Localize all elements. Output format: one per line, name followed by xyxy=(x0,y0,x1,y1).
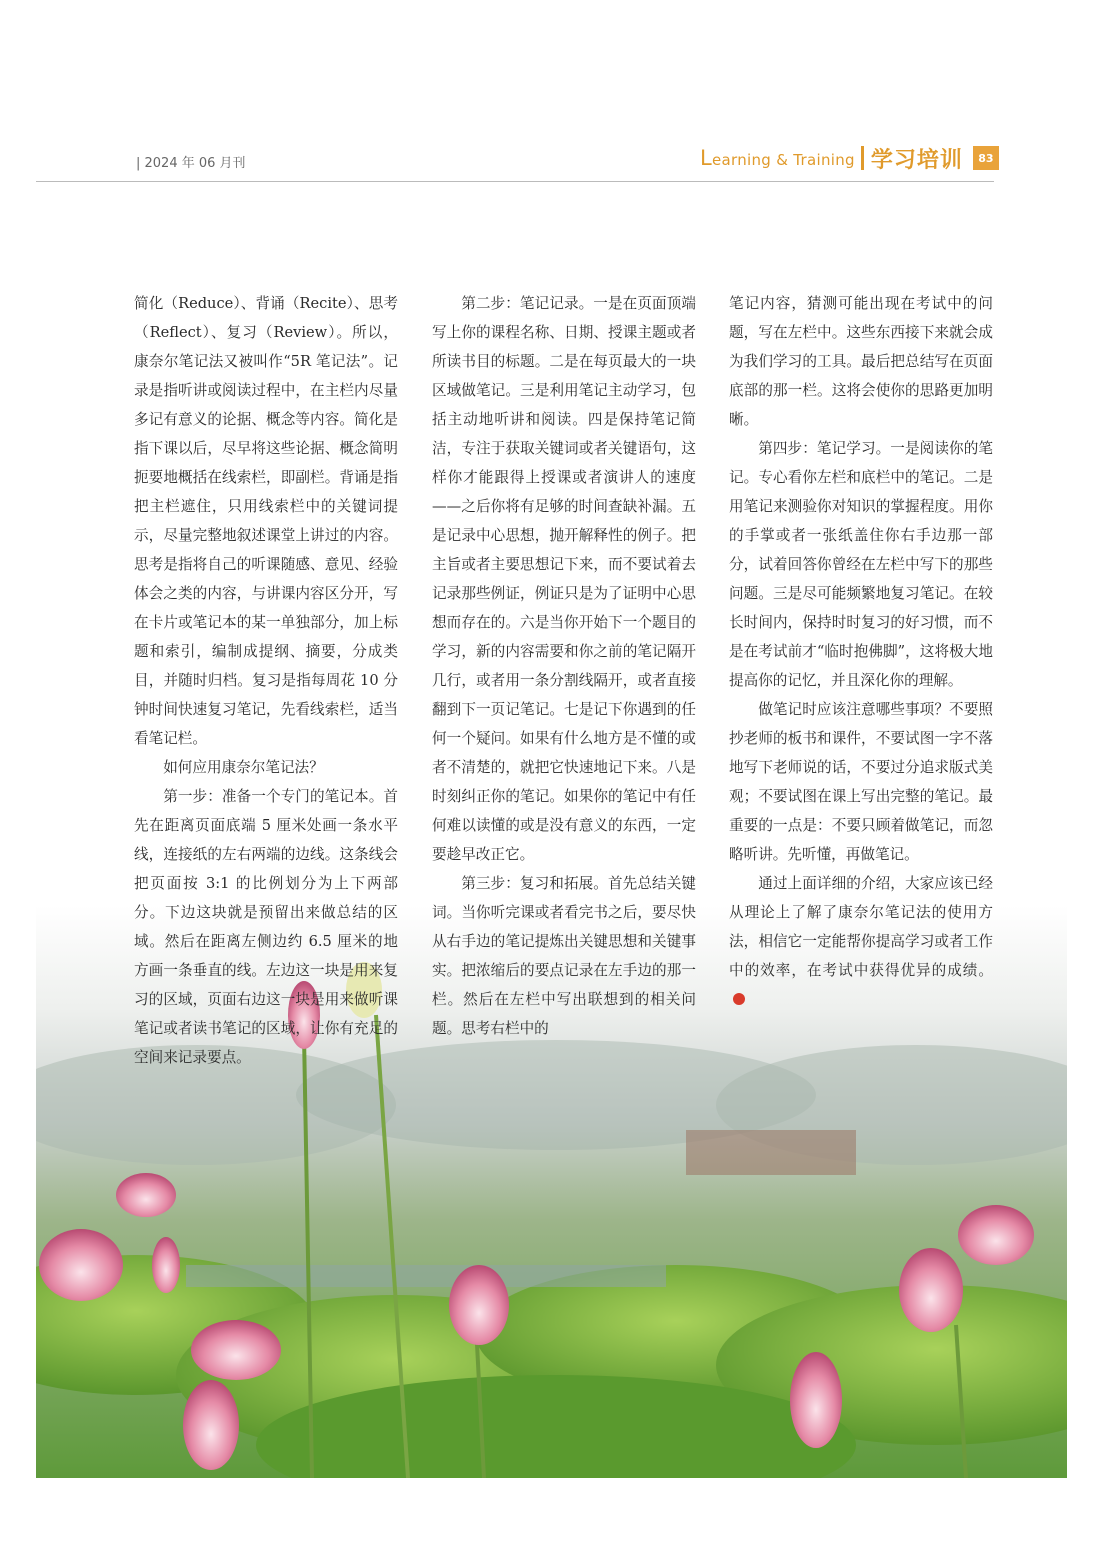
paragraph: 做笔记时应该注意哪些事项？不要照抄老师的板书和课件，不要试图一字不落地写下老师说的话，不要过分追求版式美观；不要试图在课上写出完整的笔记。最重要的一点是：不要只顾着做笔记，而忽略听讲。先听懂，再做笔记。 xyxy=(729,701,993,863)
paragraph: 简化（Reduce）、背诵（Recite）、思考（Reflect）、复习（Review）。所以，康奈尔笔记法又被叫作“5R 笔记法”。记录是指听讲或阅读过程中，在主栏内尽量多记有意义的论据、概念等内容。简化是指下课以后，尽早将这些论据、概念简明扼要地概括在线索栏，即副栏。背诵是指把主栏遮住，只用线索栏中的关键词提示，尽量完整地叙述课堂上讲过的内容。思考是指将自己的听课随感、意见、经验体会之类的内容，与讲课内容区分开，写在卡片或笔记本的某一单独部分，加上标题和索引，编制成提纲、摘要，分成类目，并随时归档。复习是指每周花 10 分钟时间快速复习笔记，先看线索栏，适当看笔记栏。 xyxy=(134,295,398,747)
paragraph: 笔记内容，猜测可能出现在考试中的问题，写在左栏中。这些东西接下来就会成为我们学习的工具。最后把总结写在页面底部的那一栏。这将会使你的思路更加明晰。 xyxy=(729,295,993,428)
text-column-1 xyxy=(134,289,398,1072)
issue-label: | 2024 年 06 月刊 xyxy=(136,156,246,171)
paragraph: 如何应用康奈尔笔记法？ xyxy=(163,759,324,776)
text-column-3 xyxy=(729,289,993,1014)
article-end-icon xyxy=(733,993,745,1005)
section-title-en: Learning & Training xyxy=(700,146,855,170)
page-number-badge: 83 xyxy=(973,146,999,170)
text-column-2 xyxy=(432,289,696,1043)
section-title-cn: 学习培训 xyxy=(870,147,963,173)
paragraph-last: 通过上面详细的介绍，大家应该已经从理论上了解了康奈尔笔记法的使用方法，相信它一定能帮你提高学习或者工作中的效率，在考试中获得优异的成绩。 xyxy=(729,869,993,1014)
paragraph: 第四步：笔记学习。一是阅读你的笔记。专心看你左栏和底栏中的笔记。二是用笔记来测验你对知识的掌握程度。用你的手掌或者一张纸盖住你右手边那一部分，试着回答你曾经在左栏中写下的那些问题。三是尽可能频繁地复习笔记。在较长时间内，保持时时复习的好习惯，而不是在考试前才“临时抱佛脚”，这将极大地提高你的记忆，并且深化你的理解。 xyxy=(729,440,993,689)
paragraph: 第一步：准备一个专门的笔记本。首先在距离页面底端 5 厘米处画一条水平线，连接纸的左右两端的边线。这条线会把页面按 3:1 的比例划分为上下两部分。下边这块就是预留出来做总结的区域。然后在距离左侧边约 6.5 厘米的地方画一条垂直的线。左边这一块是用来复习的区域，页面右边这一块是用来做听课笔记或者读书笔记的区域，让你有充足的空间来记录要点。 xyxy=(134,788,398,1066)
section-header xyxy=(700,143,999,173)
header-rule xyxy=(36,181,994,182)
paragraph: 第三步：复习和拓展。首先总结关键词。当你听完课或者看完书之后，要尽快从右手边的笔记提炼出关键思想和关键事实。把浓缩后的要点记录在左手边的那一栏。然后在左栏中写出联想到的相关问题。思考右栏中的 xyxy=(432,875,696,1037)
section-divider xyxy=(861,146,864,170)
paragraph: 第二步：笔记记录。一是在页面顶端写上你的课程名称、日期、授课主题或者所读书目的标题。二是在每页最大的一块区域做笔记。三是利用笔记主动学习，包括主动地听讲和阅读。四是保持笔记简洁，专注于获取关键词或者关键语句，这样你才能跟得上授课或者演讲人的速度——之后你将有足够的时间查缺补漏。五是记录中心思想，抛开解释性的例子。把主旨或者主要思想记下来，而不要试着去记录那些例证，例证只是为了证明中心思想而存在的。六是当你开始下一个题目的学习，新的内容需要和你之前的笔记隔开几行，或者用一条分割线隔开，或者直接翻到下一页记笔记。七是记下你遇到的任何一个疑问。如果有什么地方是不懂的或者不清楚的，就把它快速地记下来。八是时刻纠正你的笔记。如果你的笔记中有任何难以读懂的或是没有意义的东西，一定要趁早改正它。 xyxy=(432,295,696,863)
